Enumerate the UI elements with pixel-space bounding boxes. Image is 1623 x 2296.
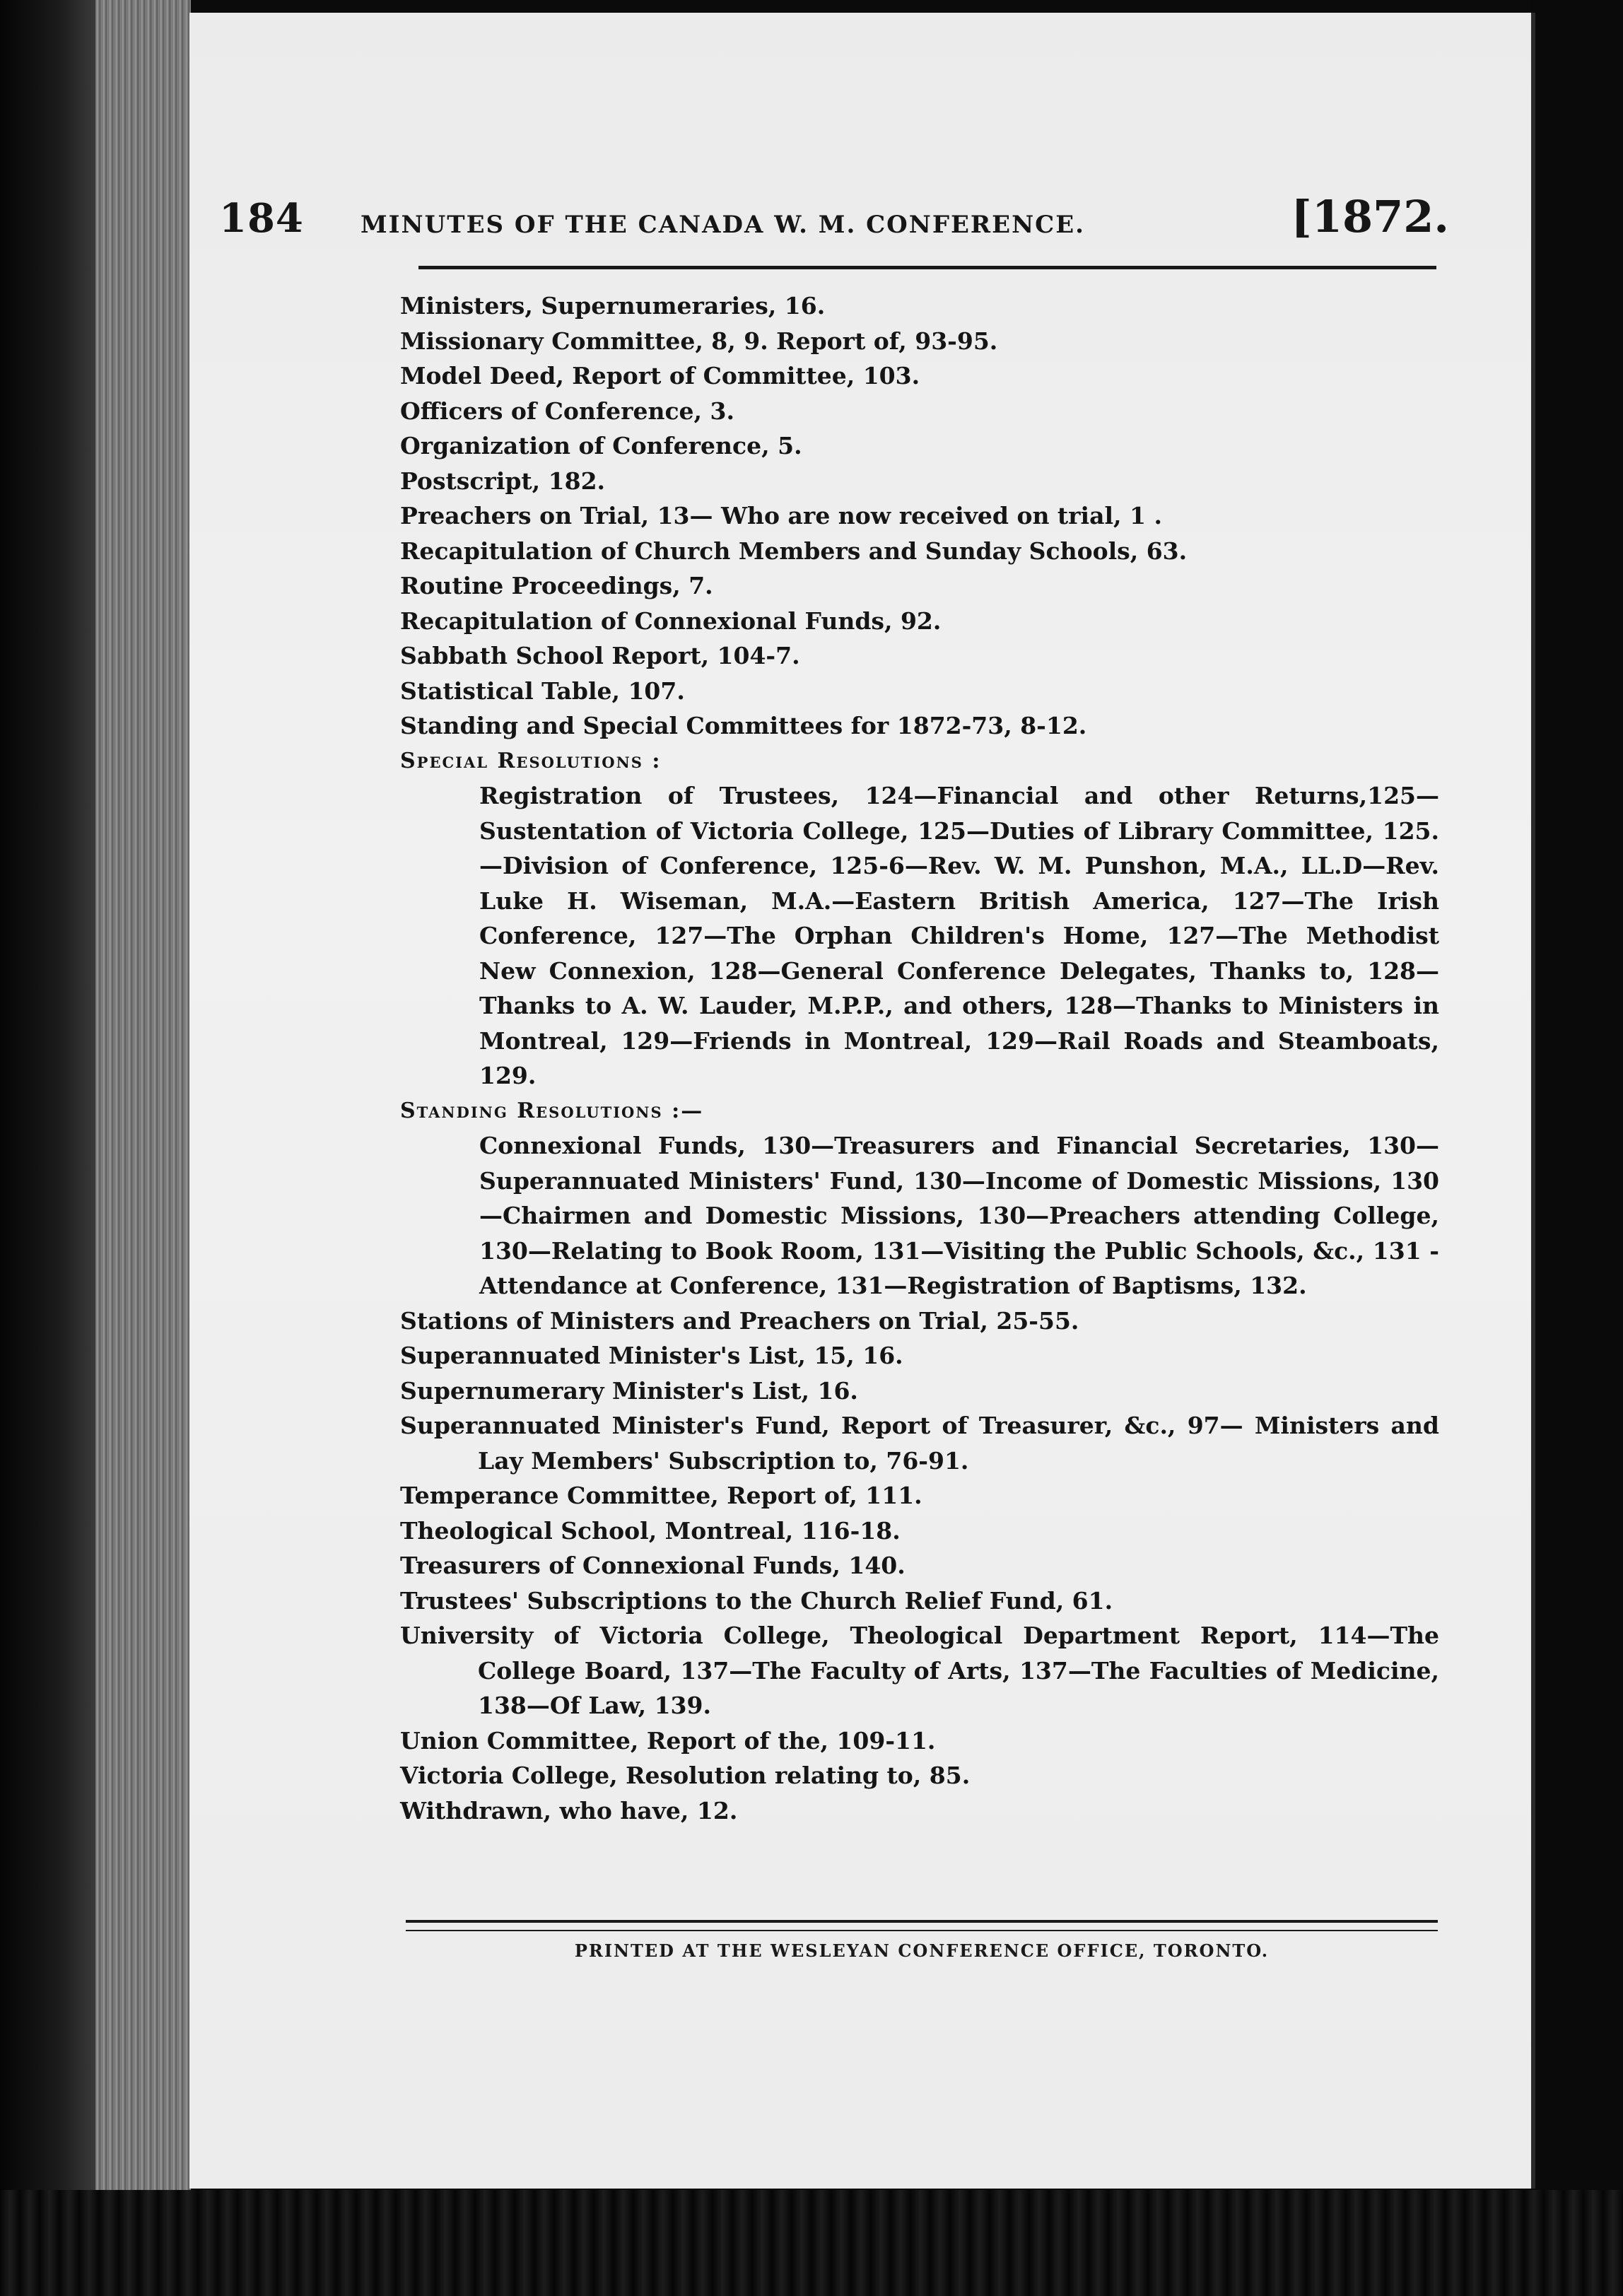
index-entry: Treasurers of Connexional Funds, 140.: [400, 1552, 906, 1579]
scan-bottom-edge: [0, 2190, 1623, 2296]
index-entry: Victoria College, Resolution relating to, 85.: [400, 1762, 971, 1789]
index-entry: Superannuated Minister's List, 15, 16.: [400, 1342, 903, 1369]
index-entry: Standing and Special Committees for 1872-73, 8-12.: [400, 712, 1087, 739]
index-entry: Sabbath School Report, 104-7.: [400, 642, 800, 669]
page-number: 184: [219, 195, 304, 242]
page-stack-edge: [95, 0, 191, 2191]
index-entry: Superannuated Minister's Fund, Report of Treasurer, &c., 97— Ministers and Lay Members' Subscription to, 76-91.: [400, 1412, 1439, 1475]
index-entry: Supernumerary Minister's List, 16.: [400, 1376, 858, 1405]
index-entry: Temperance Committee, Report of, 111.: [400, 1482, 922, 1509]
header-year: [1872.: [1291, 191, 1449, 242]
index-entry: Routine Proceedings, 7.: [400, 572, 713, 599]
index-entry: Postscript, 182.: [400, 467, 606, 495]
standing-resolutions-heading: Standing Resolutions :—: [400, 1098, 704, 1123]
footer-rule: [406, 1920, 1438, 1931]
running-header: [219, 181, 1449, 266]
index-entry: Missionary Committee, 8, 9. Report of, 93-95.: [400, 327, 998, 355]
index-entry: Statistical Table, 107.: [400, 676, 685, 705]
index-entry: Organization of Conference, 5.: [400, 432, 802, 459]
printer-imprint: PRINTED AT THE WESLEYAN CONFERENCE OFFICE, TORONTO.: [574, 1940, 1270, 1961]
running-title: MINUTES OF THE CANADA W. M. CONFERENCE.: [361, 211, 1085, 239]
index-entry: Theological School, Montreal, 116-18.: [400, 1516, 901, 1545]
index-entry: Trustees' Subscriptions to the Church Relief Fund, 61.: [400, 1586, 1113, 1615]
header-rule: [418, 266, 1436, 269]
index-entry: Withdrawn, who have, 12.: [400, 1796, 738, 1824]
index-entry: Stations of Ministers and Preachers on Trial, 25-55.: [400, 1306, 1079, 1335]
index-entry: Officers of Conference, 3.: [400, 397, 734, 425]
scan-right-edge: [1531, 0, 1623, 2296]
index-list: [400, 288, 1439, 1828]
special-resolutions-heading: Special Resolutions :: [400, 748, 662, 773]
index-entry: Recapitulation of Connexional Funds, 92.: [400, 607, 942, 635]
special-resolutions-text: Registration of Trustees, 124—Financial and other Returns,125—Sustentation of Victoria College, 125—Duties of Library Committee, 125.—Division of Conference, 125-6—Rev. W. M. Punshon, M.A., LL.D—Rev. Luke H. Wiseman, M.A.—Eastern British America, 127—The Irish Conference, 127—The Orphan Children's Home, 127—The Methodist New Connexion, 128—General Conference Delegates, Thanks to, 128—Thanks to A. W. Lauder, M.P.P., and others, 128—Thanks to Ministers in Montreal, 129—Friends in Montreal, 129—Rail Roads and Steamboats, 129.: [479, 782, 1439, 1089]
index-entry: Union Committee, Report of the, 109-11.: [400, 1726, 936, 1755]
index-entry: University of Victoria College, Theological Department Report, 114—The College Board, 137—The Faculty of Arts, 137—The Faculties of Medicine, 138—Of Law, 139.: [400, 1622, 1439, 1719]
standing-resolutions-text: Connexional Funds, 130—Treasurers and Financial Secretaries, 130—Superannuated Ministers' Fund, 130—Income of Domestic Missions, 130—Chairmen and Domestic Missions, 130—Preachers attending College, 130—Relating to Book Room, 131—Visiting the Public Schools, &c., 131 -Attendance at Conference, 131—Registration of Baptisms, 132.: [479, 1132, 1439, 1299]
index-entry: Recapitulation of Church Members and Sunday Schools, 63.: [400, 537, 1188, 565]
scan-left-edge: [0, 0, 95, 2296]
index-entry: Model Deed, Report of Committee, 103.: [400, 362, 920, 390]
index-entry: Ministers, Supernumeraries, 16.: [400, 292, 826, 320]
index-entry: Preachers on Trial, 13— Who are now received on trial, 1 .: [400, 502, 1162, 529]
